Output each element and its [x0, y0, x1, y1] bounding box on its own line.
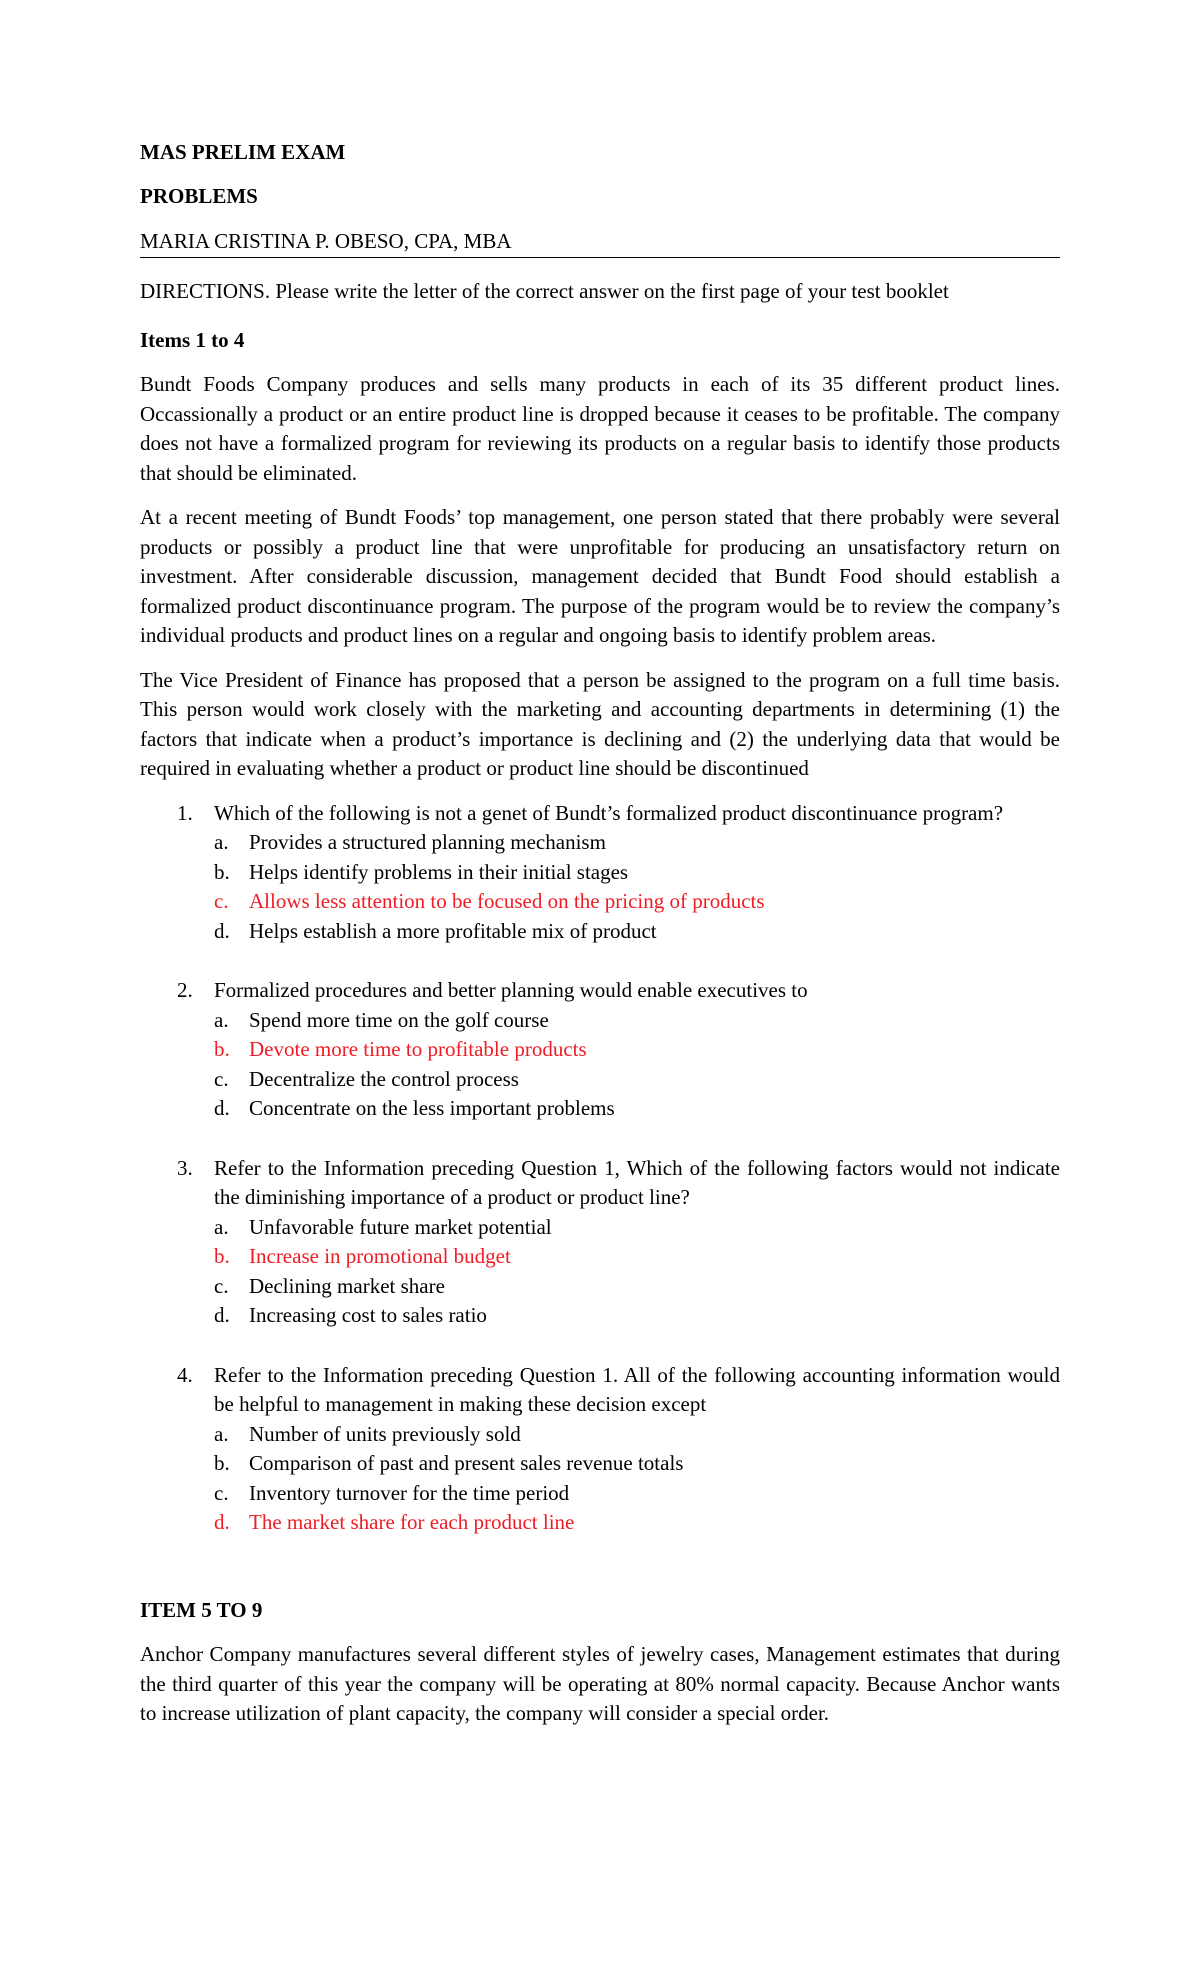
choice-letter: b.	[214, 859, 230, 884]
choice-d	[214, 1094, 1060, 1124]
choice-letter: a.	[214, 1421, 229, 1446]
choice-text: Provides a structured planning mechanism	[249, 830, 606, 854]
choice-text: Concentrate on the less important problems	[249, 1096, 615, 1120]
choice-a	[214, 1213, 1060, 1243]
choice-letter: c.	[214, 1480, 229, 1505]
question-number: 2.	[177, 978, 193, 1002]
directions-text: DIRECTIONS. Please write the letter of the correct answer on the first page of your test booklet	[140, 279, 949, 303]
choice-a	[214, 1006, 1060, 1036]
choice-c	[214, 1479, 1060, 1509]
choice-text: Spend more time on the golf course	[249, 1007, 549, 1032]
choice-letter: b.	[214, 1451, 230, 1475]
choice-letter: d.	[214, 1096, 230, 1120]
question-item	[140, 976, 1060, 1124]
case-paragraph: Bundt Foods Company produces and sells many products in each of its 35 different product lines. Occassionally a product or an entire product line is dropped because it ceases to be profitable. The company does not have a formalized program for reviewing its products on a regular basis to identify those products that should be eliminated.	[140, 372, 1060, 485]
choice-list	[214, 1006, 1060, 1124]
choice-b-correct-answer	[214, 1035, 1060, 1065]
exam-subtitle: PROBLEMS	[140, 184, 258, 208]
choice-letter: d.	[214, 918, 230, 943]
choice-list	[214, 1420, 1060, 1538]
choice-c	[214, 1272, 1060, 1302]
choice-text: Increase in promotional budget	[249, 1244, 511, 1268]
choice-letter: a.	[214, 830, 229, 854]
choice-text: Helps establish a more profitable mix of product	[249, 918, 657, 943]
choice-d	[214, 917, 1060, 947]
choice-list	[214, 828, 1060, 946]
question-item	[140, 1154, 1060, 1331]
question-text: Refer to the Information preceding Question 1. All of the following accounting information would be helpful to management in making these decision except	[214, 1362, 1060, 1416]
choice-text: Declining market share	[249, 1273, 445, 1298]
section-heading-items-1-4: Items 1 to 4	[140, 327, 245, 352]
question-list	[140, 799, 1060, 1538]
choice-letter: d.	[214, 1510, 230, 1534]
choice-letter: c.	[214, 889, 229, 913]
choice-d	[214, 1301, 1060, 1331]
question-number: 3.	[177, 1155, 193, 1180]
author-line: MARIA CRISTINA P. OBESO, CPA, MBA	[140, 227, 1060, 259]
question-text: Which of the following is not a genet of Bundt’s formalized product discontinuance program?	[214, 800, 1004, 825]
choice-letter: c.	[214, 1066, 229, 1091]
section-heading-items-5-9: ITEM 5 TO 9	[140, 1597, 263, 1622]
choice-letter: a.	[214, 1214, 229, 1239]
choice-c	[214, 1065, 1060, 1095]
choice-letter: b.	[214, 1244, 230, 1268]
choice-letter: c.	[214, 1273, 229, 1298]
question-text: Formalized procedures and better planning would enable executives to	[214, 978, 808, 1002]
choice-b	[214, 1449, 1060, 1479]
question-item	[140, 1361, 1060, 1538]
choice-text: Comparison of past and present sales revenue totals	[249, 1451, 684, 1475]
choice-text: Increasing cost to sales ratio	[249, 1303, 487, 1327]
choice-text: Number of units previously sold	[249, 1421, 521, 1446]
choice-text: The market share for each product line	[249, 1510, 575, 1534]
choice-b	[214, 858, 1060, 888]
choice-text: Unfavorable future market potential	[249, 1214, 552, 1239]
choice-text: Decentralize the control process	[249, 1066, 519, 1091]
choice-list	[214, 1213, 1060, 1331]
choice-d-correct-answer	[214, 1508, 1060, 1538]
question-number: 1.	[177, 800, 193, 825]
choice-text: Inventory turnover for the time period	[249, 1480, 570, 1505]
choice-text: Helps identify problems in their initial stages	[249, 859, 629, 884]
choice-letter: b.	[214, 1037, 230, 1061]
case-paragraph: Anchor Company manufactures several different styles of jewelry cases, Management estimates that during the third quarter of this year the company will be operating at 80% normal capacity. Because Anchor wants to increase utilization of plant capacity, the company will consider a special order.	[140, 1642, 1060, 1725]
choice-letter: d.	[214, 1303, 230, 1327]
question-item	[140, 799, 1060, 947]
choice-text: Allows less attention to be focused on the pricing of products	[249, 889, 765, 913]
choice-a	[214, 1420, 1060, 1450]
exam-page	[140, 138, 1060, 1729]
choice-letter: a.	[214, 1007, 229, 1032]
question-number: 4.	[177, 1362, 193, 1387]
choice-c-correct-answer	[214, 887, 1060, 917]
case-paragraph: At a recent meeting of Bundt Foods’ top management, one person stated that there probably were several products or possibly a product line that were unprofitable for producing an unsatisfactory return on investment. After considerable discussion, management decided that Bundt Food should establish a formalized product discontinuance program. The purpose of the program would be to review the company’s individual products and product lines on a regular and ongoing basis to identify problem areas.	[140, 505, 1060, 647]
choice-a	[214, 828, 1060, 858]
question-text: Refer to the Information preceding Question 1, Which of the following factors would not indicate the diminishing importance of a product or product line?	[214, 1155, 1060, 1209]
choice-text: Devote more time to profitable products	[249, 1037, 587, 1061]
choice-b-correct-answer	[214, 1242, 1060, 1272]
case-paragraph: The Vice President of Finance has proposed that a person be assigned to the program on a full time basis. This person would work closely with the marketing and accounting departments in determining (1) the factors that indicate when a product’s importance is declining and (2) the underlying data that would be required in evaluating whether a product or product line should be discontinued	[140, 667, 1060, 780]
exam-title: MAS PRELIM EXAM	[140, 140, 346, 164]
